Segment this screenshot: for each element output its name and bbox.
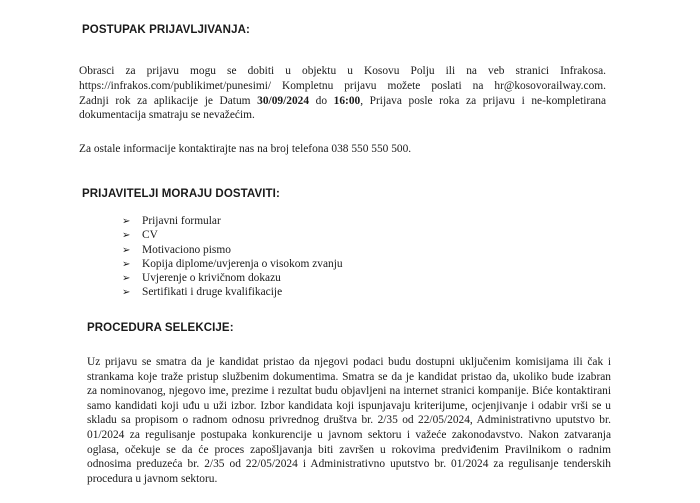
- paragraph-line: procedura u javnom sektoru.: [87, 472, 218, 485]
- arrow-bullet-icon: ➢: [122, 287, 131, 299]
- list-item-label: CV: [142, 229, 158, 242]
- list-item: [122, 257, 343, 271]
- paragraph-line: https://infrakos.com/publikimet/punesimi/ Kompletnu prijavu možete poslati na hr@kosovorailway.com.: [79, 79, 606, 92]
- arrow-bullet-icon: ➢: [122, 258, 131, 270]
- heading-required-documents: PRIJAVITELJI MORAJU DOSTAVITI:: [82, 188, 280, 200]
- paragraph-line: oglasa, očekuje se da će proces zapošljavanja biti završen u rokovima predviđenim Pravilnikom o radnim: [87, 443, 611, 456]
- paragraph-line: odnosima preduzeća br. 2/35 od 22/05/2024 i Administrativno uputstvo br. 01/2024 za regulisanje tenderskih: [87, 458, 611, 471]
- deadline-date: 30/09/2024: [257, 94, 310, 107]
- arrow-bullet-icon: ➢: [122, 273, 131, 285]
- paragraph-line: strankama koje traže pristup službenim dokumentima. Smatra se da je kandidat pristao da, ukoliko bude izabran: [87, 370, 611, 383]
- paragraph-line: za nominovanog, njegovo ime, prezime i rezultat budu objavljeni na internet stranici kompanije. Biće kontaktirani: [87, 385, 611, 398]
- list-item: [122, 271, 343, 285]
- list-item-label: Motivaciono pismo: [142, 243, 231, 256]
- required-documents-list: [122, 214, 343, 300]
- application-procedure-paragraph: [79, 64, 606, 123]
- selection-procedure-paragraph: [87, 355, 611, 486]
- paragraph-line: dokumentacija smatraju se nevažećim.: [79, 109, 255, 122]
- deadline-time: 16:00: [333, 94, 361, 107]
- list-item-label: Uvjerenje o krivičnom dokazu: [142, 272, 281, 285]
- list-item-label: Kopija diplome/uvjerenja o visokom zvanju: [142, 257, 343, 270]
- heading-selection-procedure: PROCEDURA SELEKCIJE:: [87, 322, 234, 334]
- paragraph-line: 01/2024 za regulisanje postupaka konkurencije u javnom sektoru i važeće zakonodavstvo. Nakon zatvaranja: [87, 428, 611, 441]
- deadline-text: , Prijava posle roka za prijavu i ne-kompletirana: [360, 94, 606, 107]
- arrow-bullet-icon: ➢: [122, 216, 131, 227]
- contact-info: [79, 142, 411, 157]
- list-item: [122, 285, 343, 299]
- paragraph-line: Obrasci za prijavu mogu se dobiti u objektu u Kosovu Polju ili na veb stranici Infrakosa.: [79, 65, 606, 77]
- deadline-text: do: [309, 94, 334, 107]
- deadline-text: Zadnji rok za aplikacije je Datum: [79, 94, 258, 107]
- list-item: [122, 243, 343, 257]
- arrow-bullet-icon: ➢: [122, 230, 131, 242]
- arrow-bullet-icon: ➢: [122, 244, 131, 256]
- paragraph-line-deadline: [79, 94, 606, 109]
- paragraph-line: skladu sa propisom o radnom odnosu privrednog društva br. 2/35 od 22/05/2024, Administrativno uputstvo br.: [87, 414, 611, 427]
- list-item-label: Sertifikati i druge kvalifikacije: [142, 286, 283, 299]
- list-item: [122, 214, 343, 228]
- contact-line: Za ostale informacije kontaktirajte nas na broj telefona 038 550 550 500.: [79, 143, 412, 155]
- list-item: [122, 228, 343, 242]
- list-item-label: Prijavni formular: [142, 215, 221, 227]
- paragraph-line: Uz prijavu se smatra da je kandidat pristao da njegovi podaci budu dostupni uključenim komisijama ili čak i: [87, 356, 611, 368]
- heading-application-procedure: POSTUPAK PRIJAVLJIVANJA:: [82, 24, 250, 36]
- paragraph-line: samo kandidati koji uđu u uži izbor. Izbor kandidata koji ispunjavaju kriterijume, ocjenjivanje i odabir vrši se u: [87, 399, 611, 412]
